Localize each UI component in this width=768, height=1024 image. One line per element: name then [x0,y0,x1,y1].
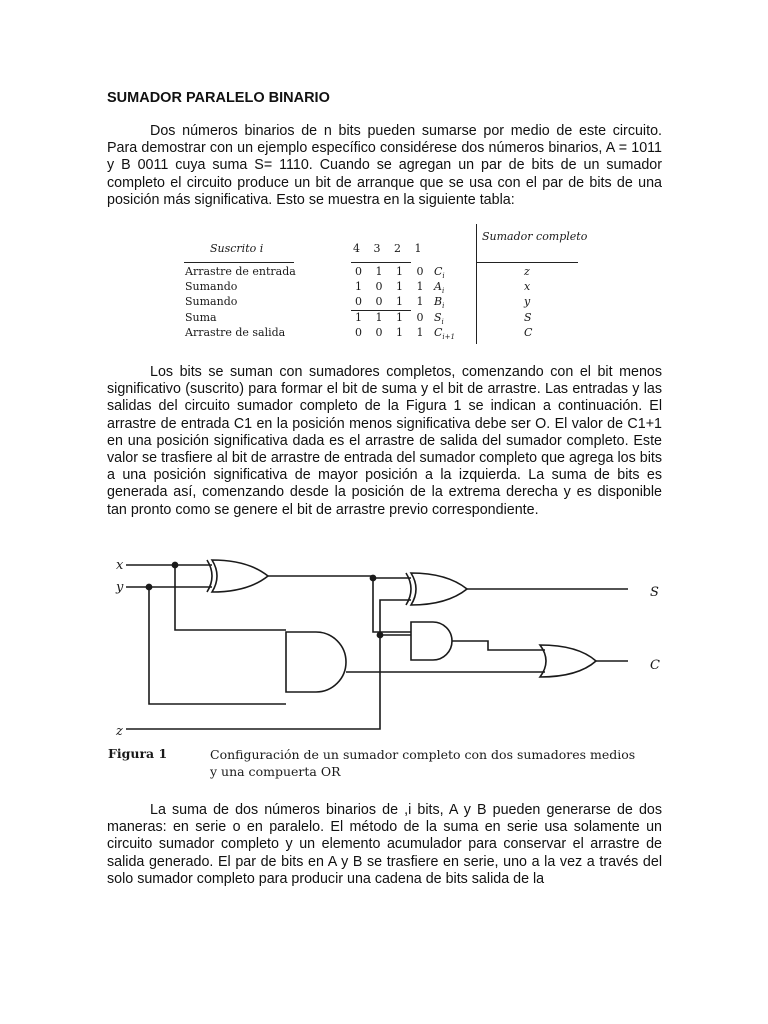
and-gate-2 [411,622,452,660]
table-rule-bits [351,262,411,263]
table-row-symbol: C [434,265,443,278]
figure-caption-line: Configuración de un sumador completo con dos sumadores medios [210,747,636,762]
full-adder-circuit [108,552,668,742]
table-row-bits: 1 1 1 0 [355,311,429,324]
table-row-fa: C [524,326,533,339]
table-header-subscript: Suscrito i [210,242,264,255]
paragraph-serial-parallel: La suma de dos números binarios de ,i bits, A y B pueden generarse de dos maneras: en serie o en paralelo. El método de la suma en serie usa solamente un circuito sumador completo y un elemento acumulador para conservar el arrastre de salida generado. El par de bits en A y B se trasfiere en serie, uno a la vez a través del solo sumador completo para producir una cadena de bits salida de la [107,802,662,887]
table-row-bits: 0 1 1 0 [355,265,429,278]
table-header-positions: 4 3 2 1 [353,242,427,255]
table-row-symbol-sub: i [442,272,445,281]
page-title: SUMADOR PARALELO BINARIO [107,90,330,106]
table-row-label: Sumando [185,295,238,308]
wire-x-to-and1 [175,565,286,630]
wire-y-to-and1 [149,587,286,704]
table-row-label: Arrastre de entrada [185,265,296,278]
table-divider [476,224,477,344]
figure-caption-text [210,746,660,780]
sum-table [180,222,590,347]
output-s-label: S [650,585,659,600]
table-row-bits: 0 0 1 1 [355,326,429,339]
figure-label: Figura 1 [108,746,168,761]
and-gate-1 [286,632,346,692]
table-row-bits: 1 0 1 1 [355,280,429,293]
wire-half-sum [268,576,411,632]
paragraph-intro: Dos números binarios de n bits pueden sumarse por medio de este circuito. Para demostrar con un ejemplo específico considérese dos números binarios, A = 1011 y B 0011 cuya suma S= 1110. Cuando se agregan un par de bits de un sumador completo el circuito produce un bit de arranque que se usa con el par de bits de una posición más significativa. Esto se muestra en la siguiente tabla: [107,123,662,208]
input-z-label: z [116,724,123,739]
table-row-symbol: C [434,326,443,339]
wire-z-to-xor2 [380,600,411,635]
table-row-bits: 0 0 1 1 [355,295,429,308]
table-row-symbol-sub: i [441,318,444,327]
table-header-full-adder: Sumador completo [482,230,588,243]
table-row-symbol: B [434,295,443,308]
table-row-label: Sumando [185,280,238,293]
table-row-fa: S [524,311,532,324]
table-row-label: Arrastre de salida [185,326,286,339]
input-y-label: y [116,580,124,595]
output-c-label: C [650,658,660,673]
table-rule-right [476,262,578,263]
table-row-symbol: S [434,311,442,324]
wire-z [126,635,411,729]
table-row-fa: x [524,280,531,293]
table-row-label: Suma [185,311,217,324]
paragraph-explanation: Los bits se suman con sumadores completos, comenzando con el bit menos significativo (suscrito) para formar el bit de suma y el bit de arrastre. Las entradas y las salidas del circuito sumador completo de la Figura 1 se indican a continuación. El arrastre de entrada C1 en la posición menos significativa debe ser O. El valor de C1+1 en una posición significativa dada es el arrastre de salida del sumador completo. Este valor se trasfiere al bit de arrastre de entrada del sumador completo que agrega los bits a una posición significativa de mayor posición a la izquierda. La suma de bits es generada así, comenzando desde la posición de la extrema derecha y es disponible tan pronto como se genere el bit de arrastre previo correspondiente. [107,364,662,518]
table-row-symbol-sub: i+1 [442,333,455,342]
wire-and2-out [452,641,545,650]
table-row-symbol-sub: i [442,302,445,311]
table-row-fa: y [524,295,531,308]
figure-caption-line: y una compuerta OR [210,764,341,779]
table-row-symbol: A [434,280,442,293]
input-x-label: x [116,558,124,573]
xor-gate-2 [411,573,467,605]
xor-gate-1 [212,560,268,592]
or-gate [540,645,596,677]
table-row-fa: z [524,265,530,278]
table-row-symbol-sub: i [441,287,445,296]
table-rule-left [184,262,294,263]
